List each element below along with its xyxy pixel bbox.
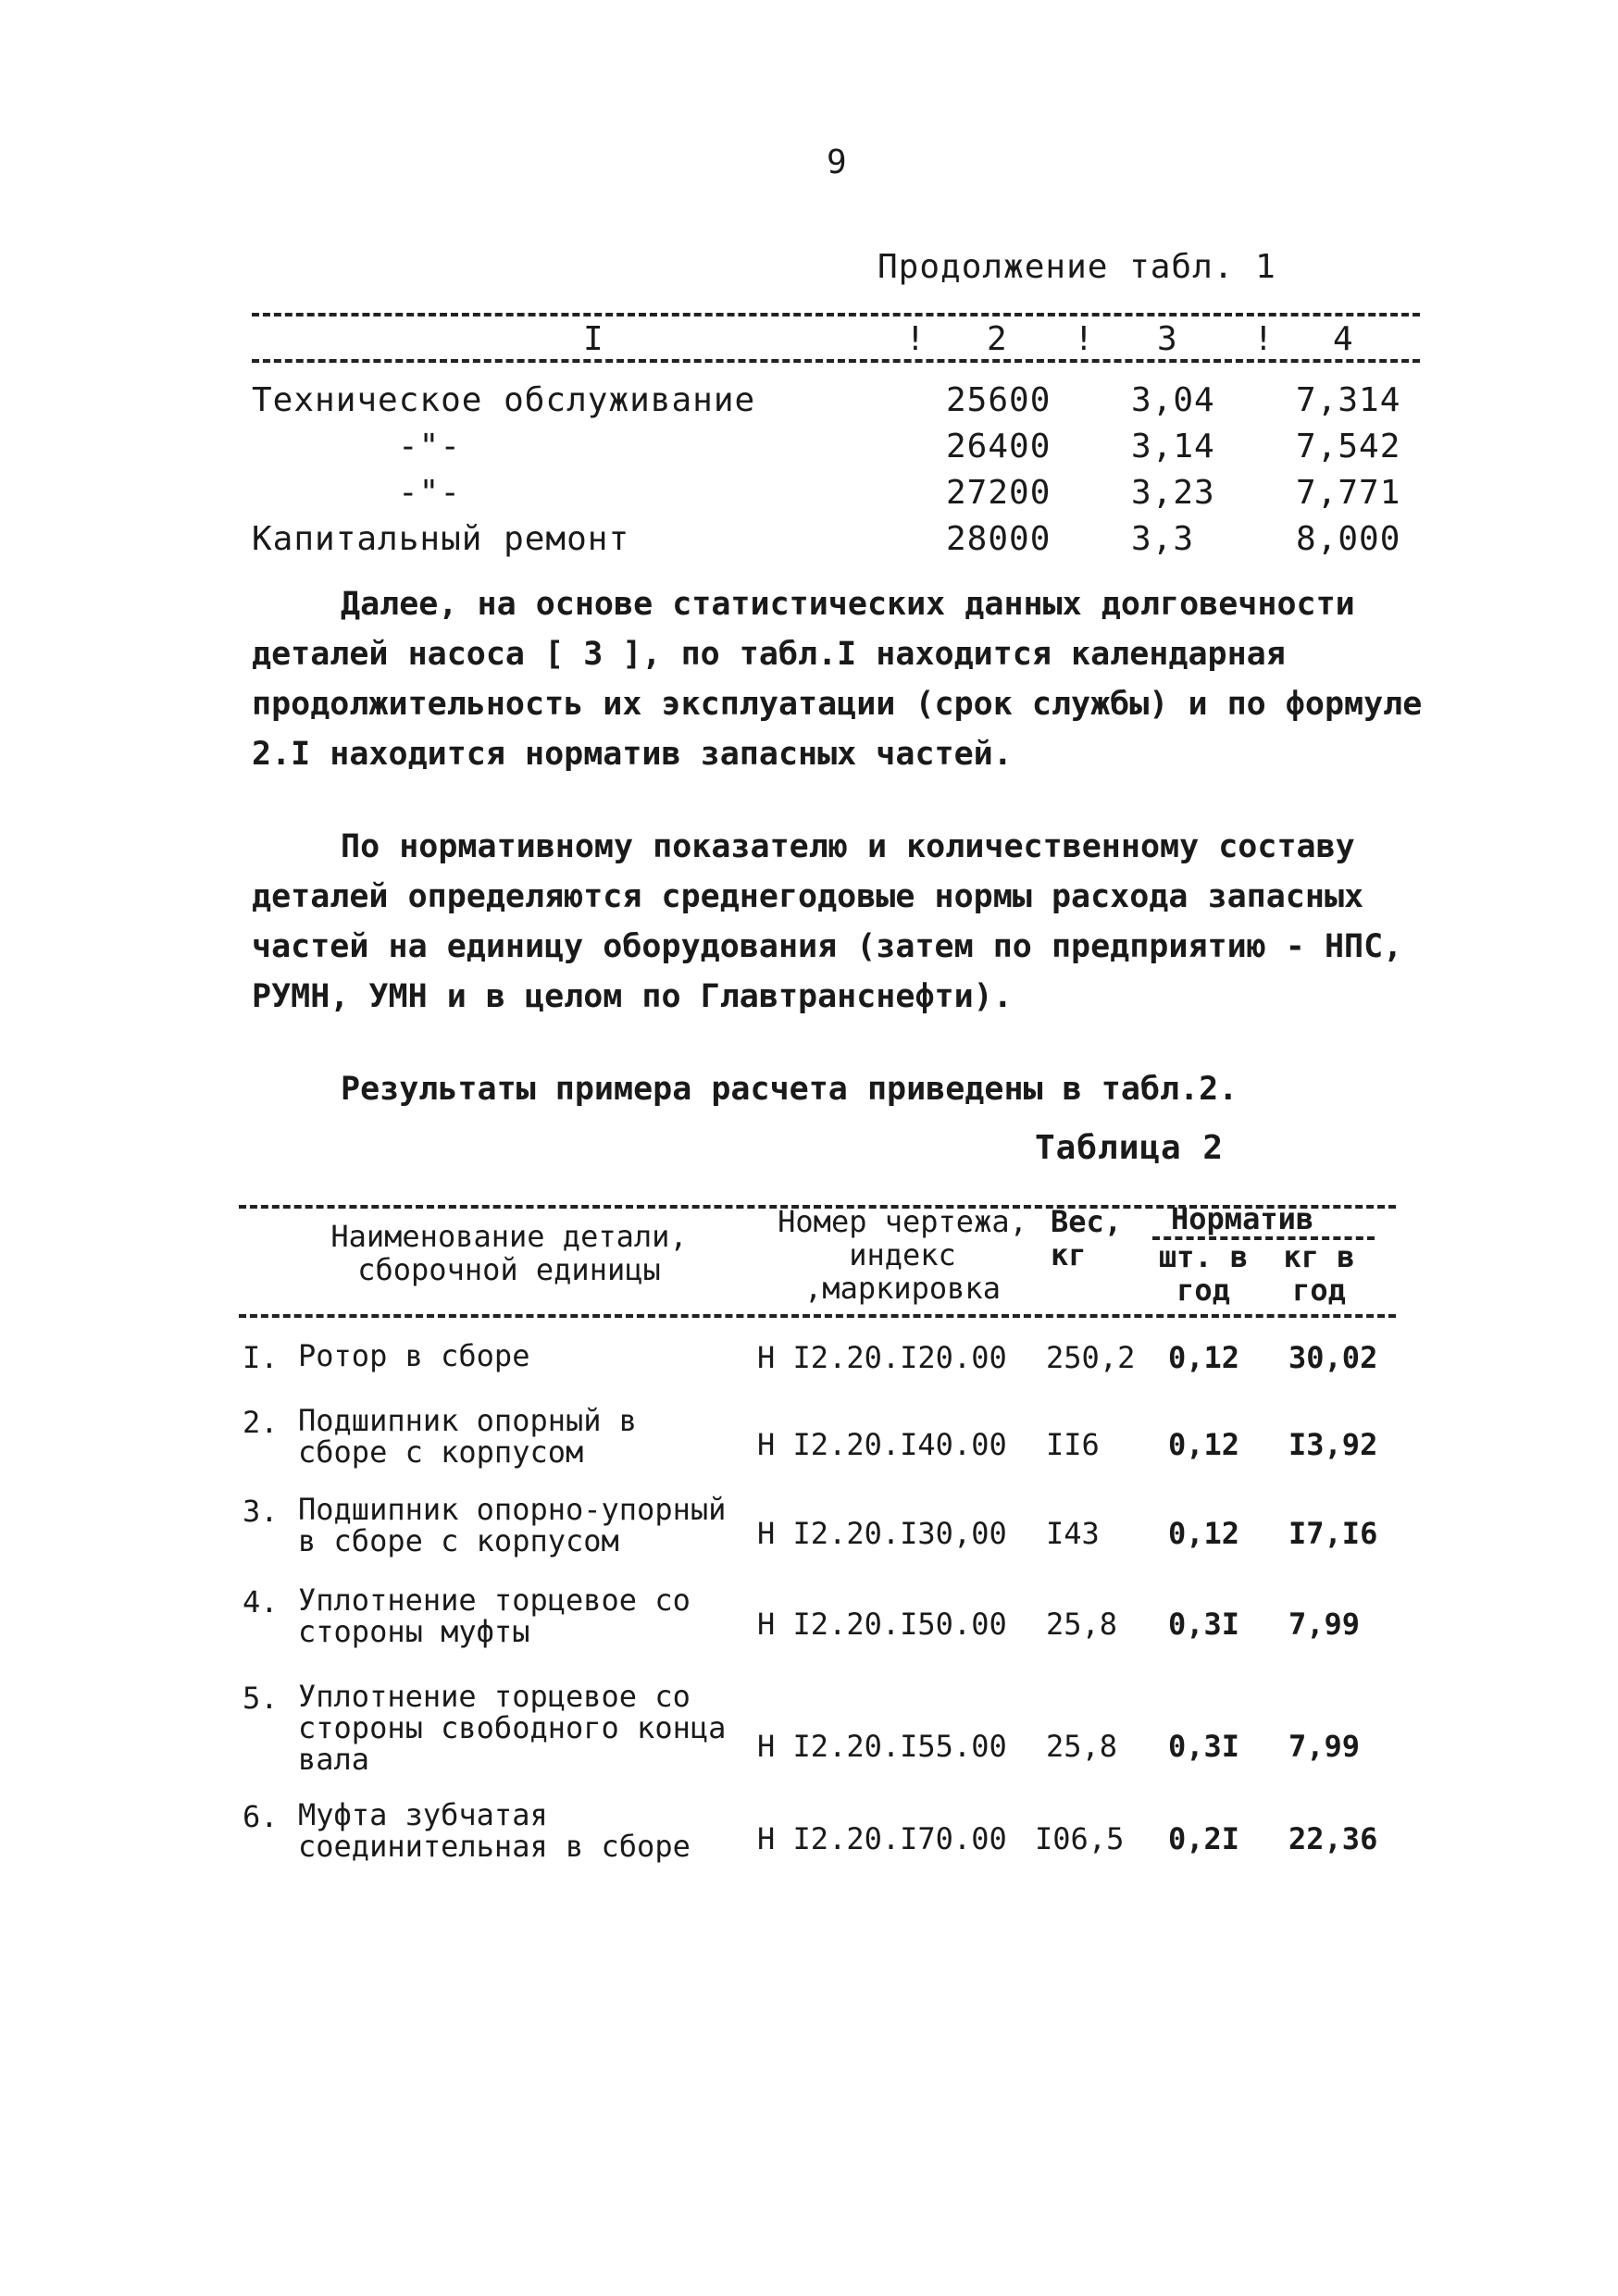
table2-row2-weight: II6 bbox=[1046, 1427, 1100, 1462]
table2-row2-kg: I3,92 bbox=[1288, 1427, 1378, 1462]
table1-row1-c2: 25600 bbox=[946, 381, 1052, 419]
table2-row6-name: Муфта зубчатая соединительная в сборе bbox=[298, 1797, 691, 1864]
table2-row1-kg: 30,02 bbox=[1288, 1340, 1378, 1375]
table1-header-col4: 4 bbox=[1333, 320, 1354, 358]
table2-row5-n: 5. bbox=[243, 1681, 279, 1716]
table2-header-norm-kg: кг в год bbox=[1283, 1239, 1355, 1308]
table1-row2-c2: 26400 bbox=[946, 428, 1052, 465]
table2-row4-drawing: Н I2.20.I50.00 bbox=[757, 1607, 1007, 1642]
table2-row1-n: I. bbox=[243, 1340, 279, 1375]
table1-row4-c4: 8,000 bbox=[1296, 520, 1401, 558]
table1-top-rule bbox=[252, 313, 1420, 316]
table2-header-weight: Вес, кг bbox=[1051, 1204, 1123, 1272]
table1-row2-name: -"- bbox=[398, 428, 462, 465]
table2-row3-name: Подшипник опорно-упорный в сборе с корпусом bbox=[298, 1492, 727, 1558]
paragraph-2: По нормативному показателю и количественному составу деталей определяются среднегодовые нормы расхода запасных частей на единицу оборудования (затем по предприятию - НПС, РУМН, УМН и в целом по Главтранснефти). bbox=[252, 828, 1403, 1015]
table2-row6-drawing: Н I2.20.I70.00 bbox=[757, 1821, 1007, 1856]
table2-row1-drawing: Н I2.20.I20.00 bbox=[757, 1340, 1007, 1375]
table1-header-col3: 3 bbox=[1157, 320, 1178, 358]
table1-header-rule bbox=[252, 359, 1420, 363]
table1-continuation-caption: Продолжение табл. 1 bbox=[877, 248, 1276, 286]
table2-row4-kg: 7,99 bbox=[1288, 1607, 1361, 1642]
table2-header-name: Наименование детали, сборочной единицы bbox=[330, 1219, 688, 1287]
table2-row4-name: Уплотнение торцевое со стороны муфты bbox=[298, 1582, 691, 1649]
table1-row1-c3: 3,04 bbox=[1131, 381, 1215, 419]
table2-row6-pcs: 0,2I bbox=[1168, 1821, 1240, 1856]
table2-row3-drawing: Н I2.20.I30,00 bbox=[757, 1516, 1007, 1551]
table1-header-col1: I bbox=[583, 320, 604, 358]
table2-row3-kg: I7,I6 bbox=[1288, 1516, 1378, 1551]
table2-row3-n: 3. bbox=[243, 1494, 279, 1529]
table2-header-norm-pcs: шт. в год bbox=[1158, 1239, 1249, 1308]
table2-row5-kg: 7,99 bbox=[1288, 1729, 1361, 1764]
paragraph-1: Далее, на основе статистических данных долговечности деталей насоса [ 3 ], по табл.I находится календарная продолжительность их эксплуатации (срок службы) и по формуле 2.I находится норматив запасных частей. bbox=[252, 586, 1423, 773]
table1-row1-c4: 7,314 bbox=[1296, 381, 1401, 419]
table1-row4-c3: 3,3 bbox=[1131, 520, 1195, 558]
table2-row1-weight: 250,2 bbox=[1046, 1340, 1136, 1375]
table2-row4-pcs: 0,3I bbox=[1168, 1607, 1240, 1642]
paragraph-3: Результаты примера расчета приведены в табл.2. bbox=[341, 1071, 1238, 1108]
table1-row2-c4: 7,542 bbox=[1296, 428, 1401, 465]
table1-row4-name: Капитальный ремонт bbox=[252, 520, 630, 558]
table2-row5-pcs: 0,3I bbox=[1168, 1729, 1240, 1764]
table2-header-drawing: Номер чертежа, индекс ,маркировка bbox=[778, 1204, 1027, 1306]
table2-row2-pcs: 0,12 bbox=[1168, 1427, 1240, 1462]
table2-caption: Таблица 2 bbox=[1035, 1129, 1225, 1167]
table1-header-sep1: ! bbox=[905, 320, 927, 358]
table2-row6-n: 6. bbox=[243, 1799, 279, 1834]
table2-row2-name: Подшипник опорный в сборе с корпусом bbox=[298, 1403, 638, 1470]
table1-header-col2: 2 bbox=[987, 320, 1008, 358]
table2-row6-weight: I06,5 bbox=[1035, 1821, 1125, 1856]
table2-row3-pcs: 0,12 bbox=[1168, 1516, 1240, 1551]
table1-row3-c4: 7,771 bbox=[1296, 474, 1401, 512]
table2-row3-weight: I43 bbox=[1046, 1516, 1100, 1551]
table2-row4-n: 4. bbox=[243, 1584, 279, 1620]
table1-row2-c3: 3,14 bbox=[1131, 428, 1215, 465]
table2-row1-pcs: 0,12 bbox=[1168, 1340, 1240, 1375]
table2-row5-weight: 25,8 bbox=[1046, 1729, 1118, 1764]
table1-row3-c3: 3,23 bbox=[1131, 474, 1215, 512]
table1-header-sep2: ! bbox=[1074, 320, 1095, 358]
table2-row2-n: 2. bbox=[243, 1405, 279, 1440]
table2-row6-kg: 22,36 bbox=[1288, 1821, 1378, 1856]
table1-header-sep3: ! bbox=[1253, 320, 1275, 358]
table2-header-rule bbox=[239, 1314, 1396, 1318]
table1-row3-name: -"- bbox=[398, 474, 462, 512]
table2-row2-drawing: Н I2.20.I40.00 bbox=[757, 1427, 1007, 1462]
table2-row4-weight: 25,8 bbox=[1046, 1607, 1118, 1642]
table1-row3-c2: 27200 bbox=[946, 474, 1052, 512]
table1-row1-name: Техническое обслуживание bbox=[252, 381, 756, 419]
table2-row5-name: Уплотнение торцевое со стороны свободного конца вала bbox=[298, 1679, 727, 1777]
table1-row4-c2: 28000 bbox=[946, 520, 1052, 558]
page-number: 9 bbox=[827, 143, 848, 181]
table2-row5-drawing: Н I2.20.I55.00 bbox=[757, 1729, 1007, 1764]
table2-row1-name: Ротор в сборе bbox=[298, 1338, 530, 1373]
table2-header-norm: Норматив bbox=[1171, 1201, 1314, 1236]
